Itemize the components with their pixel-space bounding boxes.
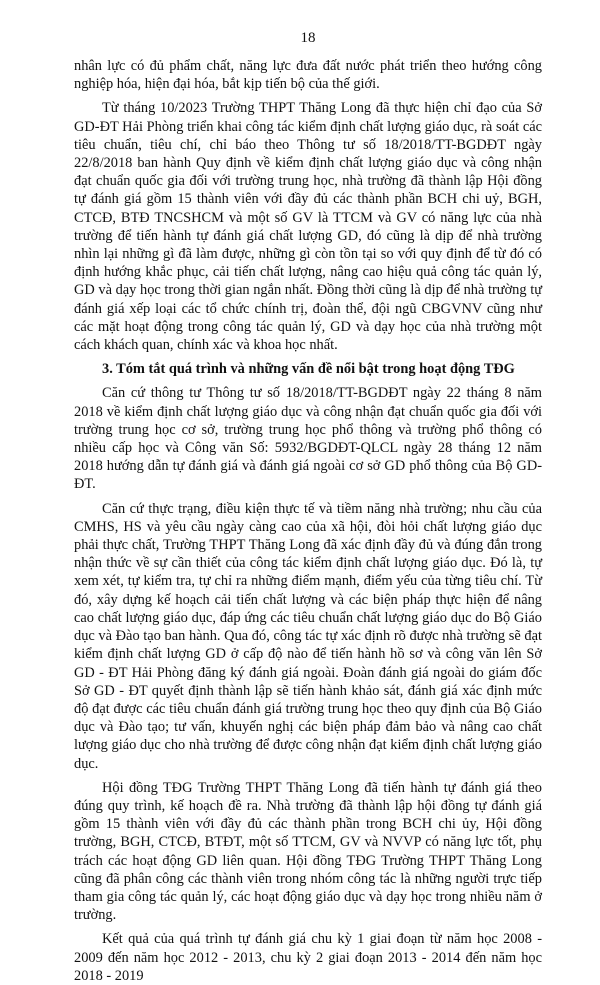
paragraph-results: Kết quả của quá trình tự đánh giá chu kỳ 1 giai đoạn từ năm học 2008 - 2009 đến năm học 2012 - 2013, chu kỳ 2 giai đoạn 2013 - 2014 đến năm học 2018 - 2019 xyxy=(74,931,542,984)
page-number: 18 xyxy=(300,30,316,46)
paragraph-accreditation-overview: Từ tháng 10/2023 Trường THPT Thăng Long đã thực hiện chỉ đạo của Sở GD-ĐT Hải Phòng triển khai công tác kiểm định chất lượng giáo dục, rà soát các tiêu chuẩn, tiêu chí, chỉ báo theo Thông tư số 18/2018/TT-BGDĐT ngày 22/8/2018 ban hành Quy định về kiểm định chất lượng giáo dục và công nhận đạt chuẩn quốc gia đối với trường trung học, nhà trường đã thành lập Hội đồng tự đánh giá gồm 15 thành viên với đầy đủ các thành phần BCH chi uỷ, BGH, CTCĐ, BTĐ TNCSHCM và một số GV là TTCM và GV có năng lực của nhà trường để tiến hành tự đánh giá chất lượng GD, đó cũng là dịp để nhà trường nhìn lại những gì đã làm được, những gì còn tồn tại so với quy định để từ đó có định hướng khắc phục, cải tiến chất lượng, nâng cao hiệu quả công tác quản lý, GD và dạy học trong thời gian ngắn nhất. Đồng thời cũng là dịp để nhà trường tự đánh giá xếp loại các tổ chức chính trị, đoàn thể, đội ngũ CBGVNV cũng như các mặt hoạt động trong công tác quản lý, GD và dạy học của nhà trường một cách khách quan, chính xác và khoa học nhất. xyxy=(74,100,542,354)
paragraph-council-process: Hội đồng TĐG Trường THPT Thăng Long đã tiến hành tự đánh giá theo đúng quy trình, kế hoạch đề ra. Nhà trường đã thành lập hội đồng tự đánh giá gồm 15 thành viên với đầy đủ các thành phần trong BCH chi ủy, Hội đồng trường, BGH, CTCĐ, BTĐT, một số TTCM, GV và NVVP có năng lực tốt, phụ trách các hoạt động GD liên quan. Hội đồng TĐG Trường THPT Thăng Long cũng đã phân công các thành viên trong nhóm công tác là những người trực tiếp tham gia công tác quản lý, các hoạt động giáo dục và dạy học trong nhiều năm ở trường. xyxy=(74,779,542,924)
paragraph-legal-basis: Căn cứ thông tư Thông tư số 18/2018/TT-BGDĐT ngày 22 tháng 8 năm 2018 về kiểm định chất lượng giáo dục và công nhận đạt chuẩn quốc gia đối với trường trung học cơ sở, trường trung học phổ thông và trường phổ thông có nhiều cấp học và Công văn Số: 5932/BGDĐT-QLCL ngày 28 tháng 12 năm 2018 hướng dẫn tự đánh giá và đánh giá ngoài cơ sở GD phổ thông của Bộ GD-ĐT. xyxy=(74,385,542,493)
paragraph-intro-continuation: nhân lực có đủ phẩm chất, năng lực đưa đất nước phát triển theo hướng công nghiệp hóa, hiện đại hóa, bắt kịp tiến bộ của thế giới. xyxy=(74,58,542,93)
paragraph-school-situation: Căn cứ thực trạng, điều kiện thực tế và tiềm năng nhà trường; nhu cầu của CMHS, HS và yêu cầu ngày càng cao của xã hội, đòi hỏi chất lượng giáo dục phải thực chất, Trường THPT Thăng Long đã xác định đầy đủ và đúng đắn trong nhận thức về sự cần thiết của công tác kiểm định chất lượng giáo dục. Đó là, tự xem xét, tự kiểm tra, tự chỉ ra những điểm mạnh, điểm yếu của từng tiêu chí. Từ đó, xây dựng kế hoạch cải tiến chất lượng và các biện pháp thực hiện để nâng cao chất lượng giáo dục, đáp ứng các tiêu chuẩn chất lượng giáo dục do Bộ Giáo dục và Đào tạo ban hành. Qua đó, công tác tự xác định rõ được nhà trường sẽ đạt kiểm định chất lượng GD ở cấp độ nào để tiến hành hồ sơ và công văn lên Sở GD - ĐT Hải Phòng đăng ký đánh giá ngoài. Đoàn đánh giá ngoài do giám đốc Sở GD - ĐT quyết định thành lập sẽ tiến hành khảo sát, đánh giá xác định mức độ đạt được các tiêu chuẩn đánh giá trường trung học theo quy định của Bộ Giáo dục và Đào tạo; tư vấn, khuyến nghị các biện pháp đảm bảo và nâng cao chất lượng giáo dục cho nhà trường để được công nhận đạt kiểm định chất lượng giáo dục. xyxy=(74,500,542,772)
section-heading: 3. Tóm tắt quá trình và những vấn đề nổi bật trong hoạt động TĐG xyxy=(102,361,515,378)
